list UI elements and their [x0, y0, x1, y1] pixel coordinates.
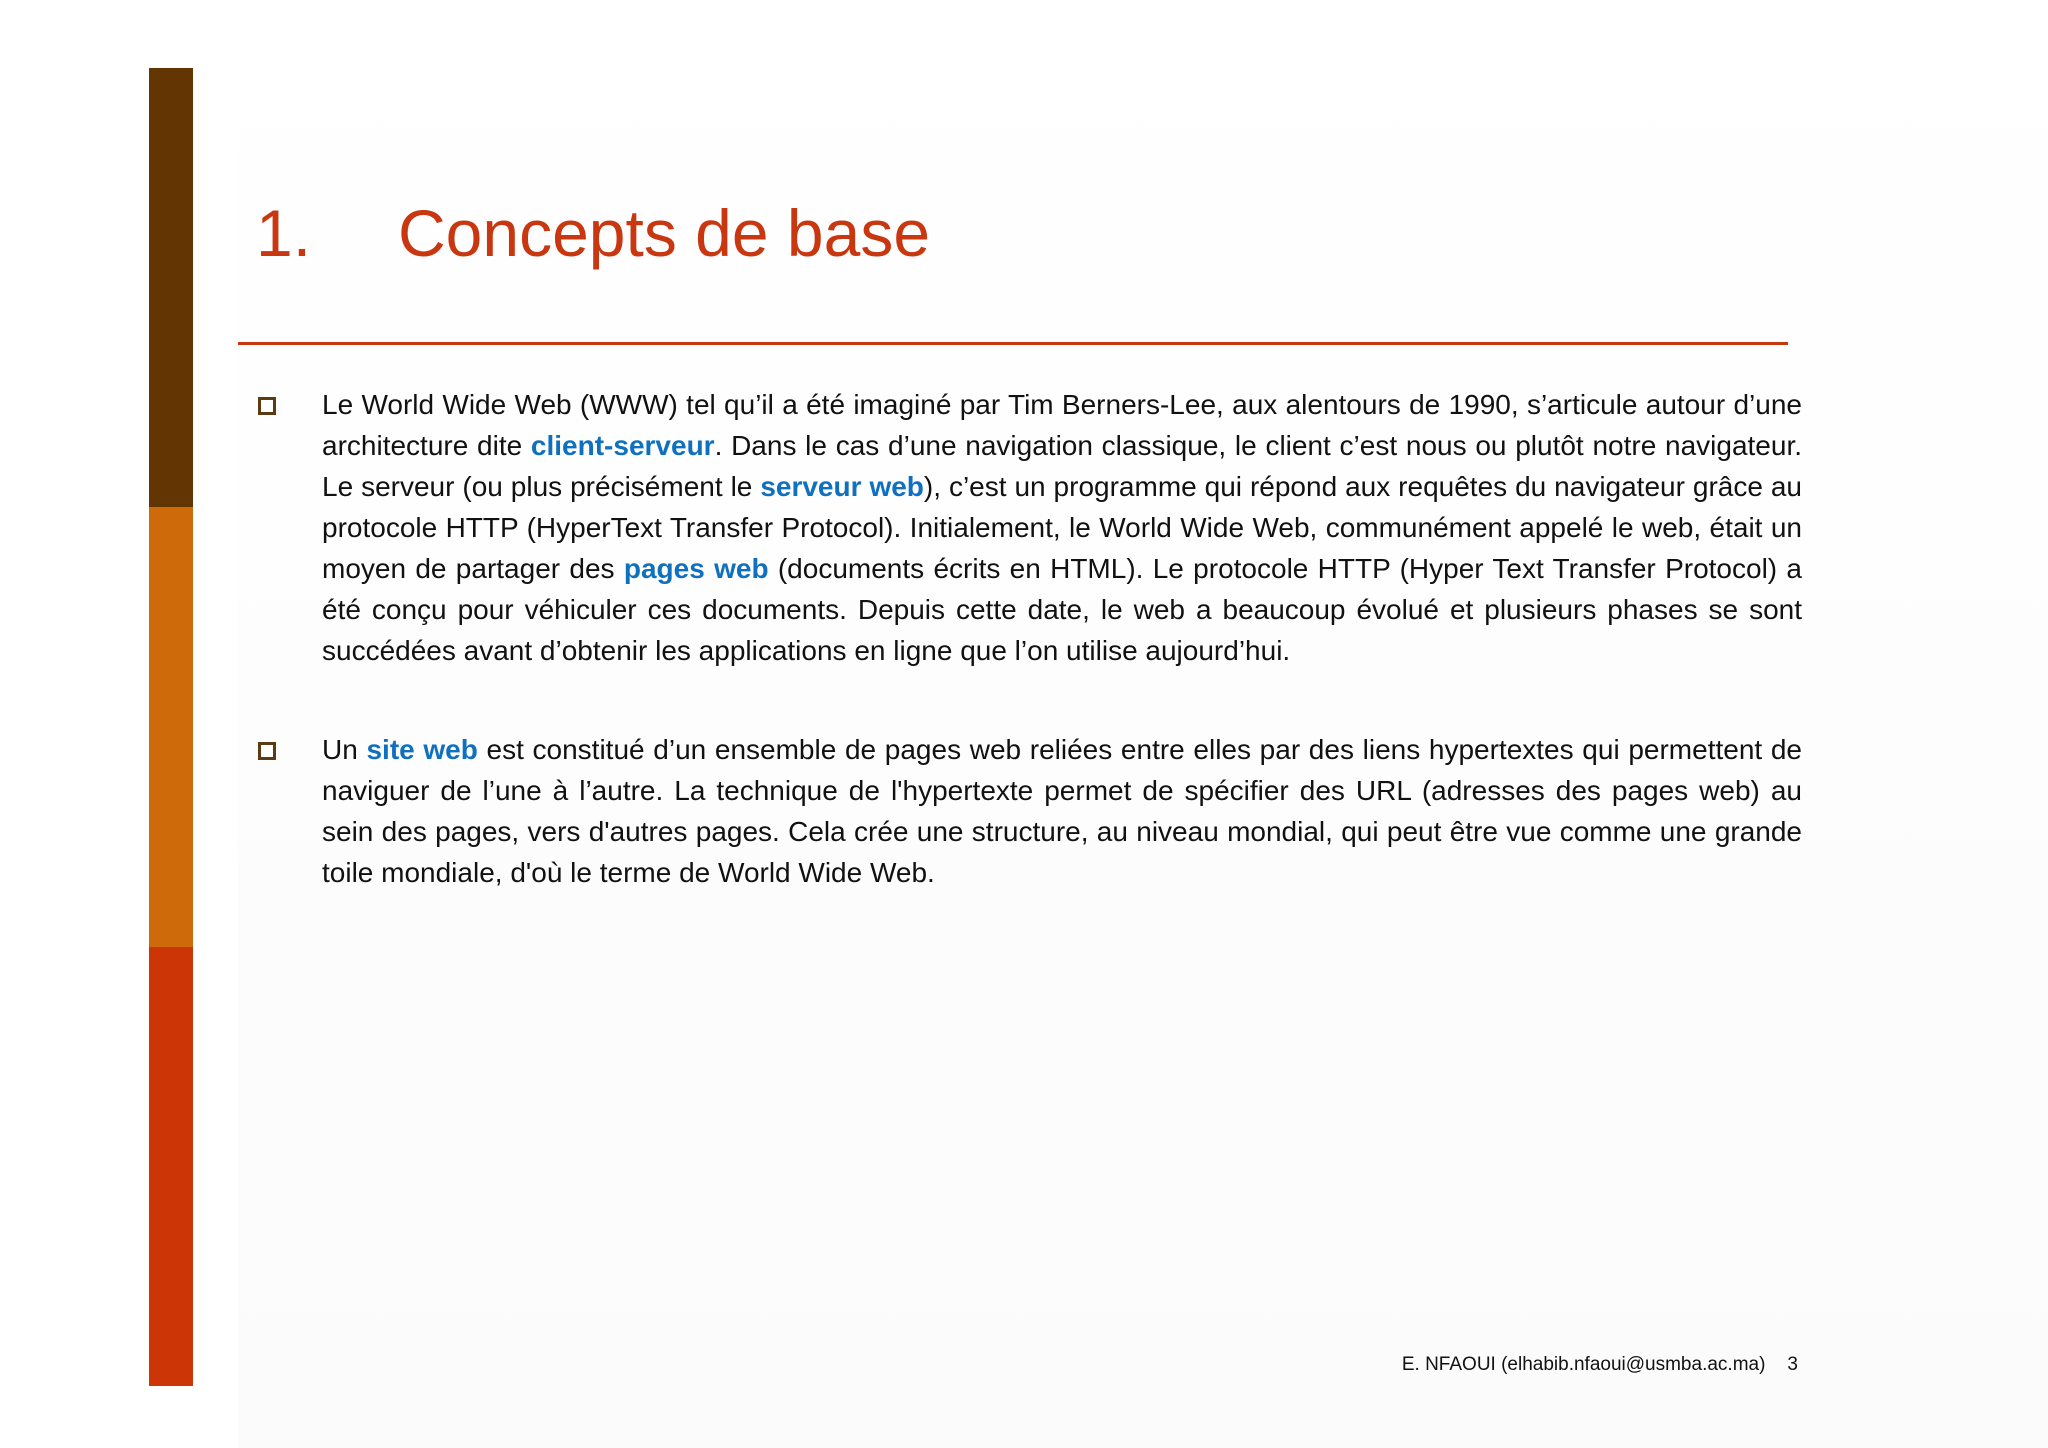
- footer-author: E. NFAOUI (elhabib.nfaoui@usmba.ac.ma): [1401, 1354, 1766, 1375]
- bullet-list: [256, 384, 1802, 951]
- bullet-text: (documents écrits en HTML). Le protocole HTTP (Hyper Text Transfer Protocol) a été conçu pour véhiculer ces documents. Depuis cette date, le web a beaucoup évolué et plusieurs phases se sont succédées avant d’obtenir les applications en ligne que l’on utilise aujourd’hui.: [322, 553, 1802, 666]
- title-number: 1.: [256, 196, 312, 270]
- keyword-highlight: serveur web: [760, 471, 924, 502]
- keyword-highlight: site web: [366, 734, 478, 765]
- keyword-highlight: pages web: [623, 553, 769, 584]
- hollow-square-bullet-icon: [258, 397, 276, 415]
- title-text: Concepts de base: [398, 196, 931, 270]
- sidebar-segment-3: [149, 947, 193, 1386]
- page-number: 3: [1787, 1354, 1798, 1375]
- bullet-text: Le World Wide Web (WWW) tel qu’il a été imaginé par Tim Berners-Lee, aux alentours de 1990, s’articule autour d’une architecture dite: [322, 389, 1802, 461]
- sidebar-segment-2: [149, 507, 193, 946]
- bullet-item: [256, 384, 1802, 671]
- slide-title: [256, 188, 930, 278]
- sidebar-color-bar: [149, 68, 193, 1386]
- bullet-text: . Dans le cas d’une navigation classique, le client c’est nous ou plutôt notre navigateur. Le serveur (ou plus précisément le: [322, 430, 1802, 502]
- bullet-text: est constitué d’un ensemble de pages web reliées entre elles par des liens hypertextes qui permettent de naviguer de l’une à l’autre. La technique de l'hypertexte permet de spécifier des URL (adresses des pages web) au sein des pages, vers d'autres pages. Cela crée une structure, au niveau mondial, qui peut être vue comme une grande toile mondiale, d'où le terme de World Wide Web.: [322, 734, 1802, 888]
- title-divider: [238, 342, 1788, 345]
- keyword-highlight: client-serveur: [530, 430, 715, 461]
- bullet-text: ), c’est un programme qui répond aux requêtes du navigateur grâce au protocole HTTP (HyperText Transfer Protocol). Initialement, le World Wide Web, communément appelé le web, était un moyen de partager des: [322, 471, 1803, 584]
- sidebar-segment-1: [149, 68, 193, 507]
- bullet-text: Un: [322, 734, 367, 765]
- footer: [1402, 1352, 1798, 1378]
- bullet-item: [256, 729, 1802, 893]
- hollow-square-bullet-icon: [258, 742, 276, 760]
